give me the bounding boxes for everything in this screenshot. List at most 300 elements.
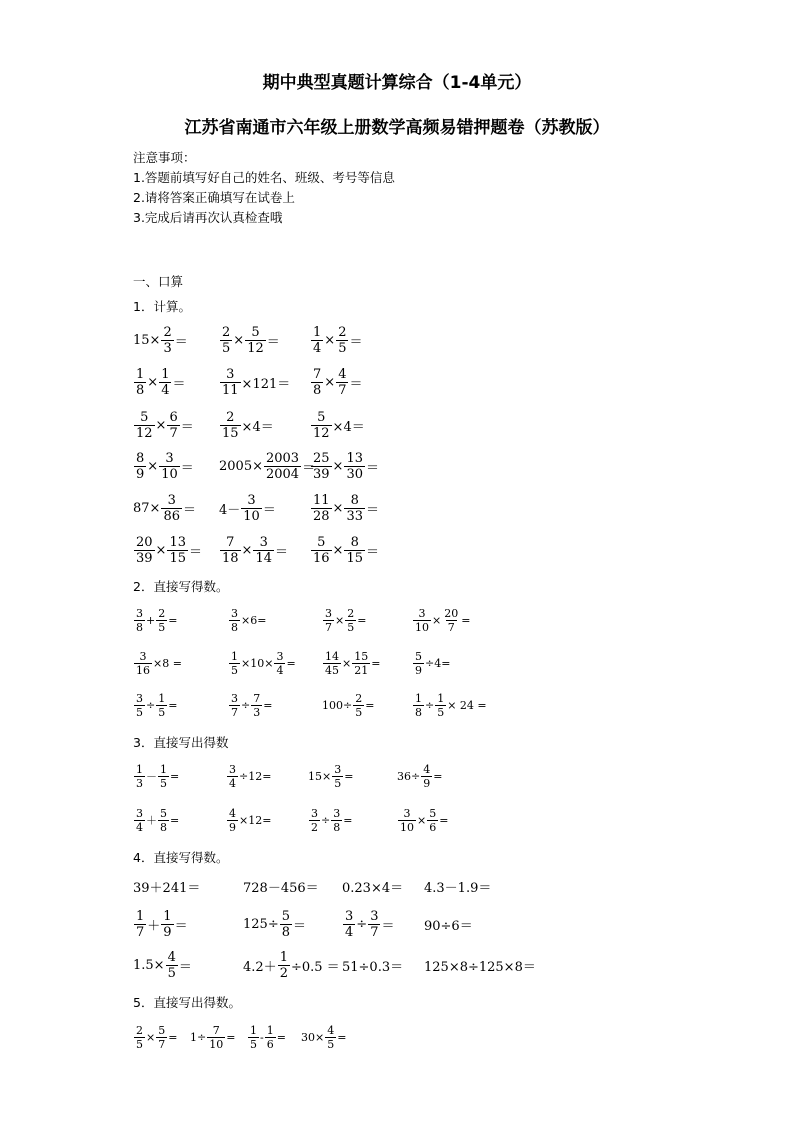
denominator: 5 [158, 705, 166, 719]
denominator: 6 [266, 1037, 274, 1051]
expression-text: ×8 = [153, 656, 182, 670]
expression-text: － [146, 770, 157, 783]
fraction [323, 608, 334, 633]
expression-text: ＋ [146, 814, 157, 827]
math-expression [133, 643, 182, 683]
numerator: 1 [163, 908, 172, 924]
expression-text: = [433, 769, 443, 783]
expression-text: × [324, 332, 336, 348]
denominator: 16 [136, 663, 150, 677]
expression-text: ÷12= [239, 769, 272, 783]
notes-heading: 注意事项： [133, 150, 196, 165]
numerator: 3 [226, 366, 235, 382]
fraction [352, 651, 370, 676]
expression-text: × [324, 374, 336, 390]
numerator: 5 [140, 409, 149, 425]
numerator: 4 [327, 1023, 335, 1037]
math-expression [322, 643, 380, 683]
question-5-heading: 5．直接写出得数。 [133, 995, 241, 1010]
math-expression [310, 446, 379, 486]
fraction [280, 910, 292, 939]
expression-text: ÷ [425, 698, 435, 712]
q4-row [0, 866, 794, 906]
numerator: 13 [169, 534, 186, 550]
denominator: 4 [313, 340, 322, 356]
expression-text: ×6= [241, 613, 267, 627]
expression-text: × [335, 613, 345, 627]
denominator: 3 [253, 705, 261, 719]
fraction [158, 764, 169, 789]
denominator: 5 [136, 1037, 143, 1051]
fraction [245, 326, 266, 355]
expression-text: = [168, 1030, 178, 1044]
expression-text: ＝ [293, 918, 307, 934]
math-expression [322, 685, 374, 725]
numerator: 15 [354, 649, 369, 663]
expression-text: ×4＝ [332, 419, 365, 435]
numerator: 3 [334, 762, 342, 776]
fraction [311, 494, 332, 523]
q1-row [0, 446, 794, 486]
q5-row [0, 1017, 794, 1057]
denominator: 4 [345, 924, 354, 940]
denominator: 2 [279, 965, 288, 981]
fraction [161, 494, 182, 523]
expression-text: ＝ [349, 376, 363, 392]
expression-text: 4.3－1.9＝ [424, 880, 492, 896]
numerator: 5 [317, 409, 326, 425]
expression-text: ÷ [321, 813, 331, 827]
denominator: 45 [325, 663, 339, 677]
denominator: 86 [163, 508, 180, 524]
numerator: 1 [266, 1023, 274, 1037]
expression-text: ÷ [241, 698, 251, 712]
numerator: 5 [160, 806, 167, 820]
expression-text: 15× [308, 769, 332, 783]
numerator: 7 [212, 1023, 220, 1037]
denominator: 9 [423, 776, 431, 790]
denominator: 5 [167, 965, 176, 981]
numerator: 4 [338, 366, 347, 382]
math-expression [310, 488, 379, 528]
page-subtitle: 江苏省南通市六年级上册数学高频易错押题卷（苏教版） [184, 118, 610, 138]
denominator: 15 [222, 425, 239, 441]
expression-text: × [332, 500, 344, 516]
q1-row [0, 488, 794, 528]
expression-text: = [371, 656, 381, 670]
denominator: 8 [136, 620, 143, 634]
fraction [427, 808, 438, 833]
denominator: 5 [437, 705, 445, 719]
math-expression [310, 320, 362, 360]
fraction [398, 808, 416, 833]
numerator: 3 [345, 908, 354, 924]
math-expression [226, 756, 271, 796]
denominator: 7 [158, 1037, 166, 1051]
numerator: 2 [136, 1023, 143, 1037]
expression-text: + [146, 613, 156, 627]
fraction [134, 808, 145, 833]
expression-text: ＋ [147, 918, 161, 934]
expression-text: ÷4= [425, 656, 451, 670]
expression-text: 4.2＋ [243, 959, 277, 975]
denominator: 33 [346, 508, 363, 524]
denominator: 9 [163, 924, 172, 940]
expression-text: × [417, 813, 427, 827]
expression-text: = [168, 613, 178, 627]
math-expression [133, 945, 192, 985]
numerator: 1 [231, 649, 238, 663]
math-expression [397, 756, 442, 796]
math-expression [133, 320, 188, 360]
math-expression [133, 488, 196, 528]
denominator: 16 [313, 550, 330, 566]
numerator: 3 [136, 806, 143, 820]
math-expression [133, 446, 194, 486]
numerator: 1 [136, 762, 143, 776]
numerator: 11 [313, 492, 330, 508]
numerator: 3 [311, 806, 318, 820]
expression-text: = [286, 656, 296, 670]
denominator: 14 [255, 550, 272, 566]
denominator: 5 [231, 663, 238, 677]
numerator: 8 [350, 492, 359, 508]
fraction [331, 808, 342, 833]
fraction [227, 808, 238, 833]
note-item: 3.完成后请再次认真检查哦 [133, 210, 283, 225]
fraction [435, 693, 446, 718]
denominator: 30 [346, 466, 363, 482]
numerator: 1 [437, 691, 445, 705]
denominator: 8 [160, 820, 167, 834]
fraction [220, 368, 241, 397]
fraction [134, 1025, 145, 1050]
numerator: 2 [355, 691, 363, 705]
denominator: 2 [311, 820, 318, 834]
fraction [311, 411, 332, 440]
denominator: 10 [243, 508, 260, 524]
denominator: 7 [447, 620, 455, 634]
math-expression [133, 800, 179, 840]
fraction [325, 1025, 336, 1050]
math-expression [228, 643, 296, 683]
expression-text: = [168, 698, 178, 712]
math-expression [243, 904, 306, 944]
q3-row [0, 756, 794, 796]
math-expression [424, 904, 473, 944]
math-expression [219, 405, 274, 445]
question-4-heading: 4．直接写得数。 [133, 850, 229, 865]
expression-text: = [357, 613, 367, 627]
fraction [344, 494, 365, 523]
denominator: 3 [136, 776, 143, 790]
q1-row [0, 405, 794, 445]
math-expression [133, 904, 188, 944]
expression-text: 1.5× [133, 957, 165, 973]
expression-text: = [461, 613, 471, 627]
math-expression [342, 866, 403, 906]
fraction [161, 910, 173, 939]
denominator: 39 [313, 466, 330, 482]
expression-text: × [147, 374, 159, 390]
math-expression [228, 685, 272, 725]
numerator: 2 [347, 606, 355, 620]
denominator: 12 [136, 425, 153, 441]
numerator: 2 [222, 324, 231, 340]
fraction [156, 693, 167, 718]
fraction [156, 608, 167, 633]
denominator: 5 [327, 1037, 335, 1051]
expression-text: ＝ [366, 502, 380, 518]
math-expression [190, 1017, 235, 1057]
denominator: 5 [158, 620, 166, 634]
denominator: 11 [222, 382, 239, 398]
denominator: 39 [136, 550, 153, 566]
notes-block [133, 148, 395, 228]
denominator: 18 [222, 550, 239, 566]
math-expression [424, 945, 536, 985]
expression-text: 36÷ [397, 769, 421, 783]
numerator: 20 [136, 534, 153, 550]
math-expression [424, 866, 491, 906]
question-1-heading: 1．计算。 [133, 299, 191, 314]
fraction [134, 368, 146, 397]
denominator: 15 [169, 550, 186, 566]
expression-text: ÷ [146, 698, 156, 712]
numerator: 3 [325, 606, 332, 620]
numerator: 5 [415, 649, 422, 663]
fraction [309, 808, 320, 833]
denominator: 7 [325, 620, 332, 634]
numerator: 14 [325, 649, 339, 663]
denominator: 21 [354, 663, 369, 677]
math-expression [243, 866, 319, 906]
expression-text: ×10× [241, 656, 274, 670]
denominator: 10 [415, 620, 429, 634]
numerator: 3 [418, 606, 426, 620]
expression-text: ＝ [172, 376, 186, 392]
expression-text: ＝ [174, 918, 188, 934]
denominator: 8 [415, 705, 422, 719]
numerator: 2 [338, 324, 347, 340]
expression-text: = [343, 813, 353, 827]
math-expression [247, 1017, 286, 1057]
fraction [413, 608, 431, 633]
math-expression [133, 405, 194, 445]
math-expression [412, 600, 470, 640]
expression-text: ＝ [349, 334, 363, 350]
denominator: 4 [229, 776, 236, 790]
denominator: 4 [136, 820, 143, 834]
math-expression [226, 800, 271, 840]
fraction [134, 452, 146, 481]
math-expression [310, 362, 362, 402]
math-expression [342, 945, 403, 985]
numerator: 5 [251, 324, 260, 340]
expression-text: = [170, 813, 180, 827]
denominator: 5 [355, 705, 363, 719]
denominator: 9 [229, 820, 236, 834]
numerator: 7 [226, 534, 235, 550]
fraction [413, 693, 424, 718]
fraction [134, 693, 145, 718]
fraction [161, 326, 173, 355]
fraction [220, 326, 232, 355]
q2-row [0, 643, 794, 683]
fraction [134, 910, 146, 939]
numerator: 3 [231, 691, 238, 705]
numerator: 2 [158, 606, 166, 620]
numerator: 3 [276, 649, 284, 663]
expression-text: ＝ [182, 502, 196, 518]
expression-text: = [344, 769, 354, 783]
expression-text: ×121＝ [241, 376, 291, 392]
expression-text: ＝ [174, 334, 188, 350]
expression-text: 4－ [219, 502, 241, 518]
math-expression [243, 945, 340, 985]
expression-text: ＝ [178, 959, 192, 975]
denominator: 2004 [265, 466, 300, 482]
math-expression [133, 866, 200, 906]
q2-row [0, 600, 794, 640]
math-expression [133, 685, 177, 725]
fraction [264, 452, 301, 481]
numerator: 1 [160, 762, 167, 776]
denominator: 7 [370, 924, 379, 940]
numerator: 3 [333, 806, 341, 820]
numerator: 1 [313, 324, 322, 340]
expression-text: = [337, 1030, 347, 1044]
q1-row [0, 320, 794, 360]
numerator: 5 [281, 908, 290, 924]
expression-text: ＝ [275, 544, 289, 560]
numerator: 1 [136, 908, 145, 924]
math-expression [133, 530, 202, 570]
numerator: 3 [165, 450, 174, 466]
expression-text: × [241, 542, 253, 558]
denominator: 12 [247, 340, 264, 356]
fraction [156, 1025, 167, 1050]
expression-text: 51÷0.3＝ [342, 959, 404, 975]
denominator: 12 [313, 425, 330, 441]
fraction [253, 536, 274, 565]
math-expression [228, 600, 266, 640]
numerator: 1 [161, 366, 170, 382]
denominator: 4 [276, 663, 284, 677]
math-expression [322, 600, 366, 640]
fraction [167, 536, 188, 565]
numerator: 2 [226, 409, 235, 425]
numerator: 5 [317, 534, 326, 550]
numerator: 7 [313, 366, 322, 382]
expression-text: ＝ [180, 460, 194, 476]
denominator: 10 [400, 820, 414, 834]
fraction [344, 452, 365, 481]
section-heading-oral: 一、口算 [133, 274, 184, 289]
expression-text: = [263, 698, 273, 712]
expression-text: 0.23×4＝ [342, 880, 404, 896]
math-expression [133, 600, 177, 640]
denominator: 8 [136, 382, 145, 398]
math-expression [133, 362, 185, 402]
numerator: 1 [250, 1023, 257, 1037]
fraction [251, 693, 262, 718]
denominator: 15 [346, 550, 363, 566]
numerator: 7 [253, 691, 261, 705]
expression-text: × [342, 656, 352, 670]
denominator: 10 [209, 1037, 224, 1051]
numerator: 5 [429, 806, 437, 820]
numerator: 3 [247, 492, 256, 508]
fraction [278, 951, 290, 980]
fraction [229, 608, 240, 633]
numerator: 8 [350, 534, 359, 550]
denominator: 7 [169, 425, 178, 441]
expression-text: × [332, 458, 344, 474]
fraction [265, 1025, 276, 1050]
expression-text: 1÷ [190, 1030, 207, 1044]
expression-text: = [170, 769, 180, 783]
numerator: 3 [136, 606, 143, 620]
fraction [134, 411, 155, 440]
expression-text: 125÷ [243, 916, 279, 932]
expression-text: × [332, 542, 344, 558]
fraction [134, 651, 152, 676]
numerator: 2003 [265, 450, 300, 466]
fraction [159, 452, 180, 481]
expression-text: = [439, 813, 449, 827]
fraction [311, 326, 323, 355]
numerator: 3 [231, 606, 238, 620]
fraction [241, 494, 262, 523]
expression-text: × [233, 332, 245, 348]
fraction [332, 764, 343, 789]
fraction [134, 608, 145, 633]
denominator: 9 [415, 663, 422, 677]
denominator: 7 [231, 705, 238, 719]
denominator: 5 [334, 776, 342, 790]
math-expression [133, 1017, 177, 1057]
expression-text: 90÷6＝ [424, 918, 473, 934]
numerator: 4 [423, 762, 431, 776]
numerator: 25 [313, 450, 330, 466]
expression-text: × [155, 417, 167, 433]
expression-text: ÷0.5 ＝ [290, 959, 340, 975]
denominator: 8 [313, 382, 322, 398]
fraction [311, 536, 332, 565]
fraction [159, 368, 171, 397]
numerator: 1 [415, 691, 422, 705]
math-expression [310, 530, 379, 570]
fraction [336, 326, 348, 355]
numerator: 3 [370, 908, 379, 924]
numerator: 8 [136, 450, 145, 466]
expression-text: = [276, 1030, 286, 1044]
expression-text: = [226, 1030, 236, 1044]
math-expression [219, 320, 280, 360]
numerator: 3 [167, 492, 176, 508]
expression-text: ＝ [266, 334, 280, 350]
expression-text: ＝ [189, 544, 203, 560]
expression-text: 2005× [219, 458, 263, 474]
expression-text: × [147, 458, 159, 474]
expression-text: ×12= [239, 813, 272, 827]
denominator: 5 [160, 776, 167, 790]
q1-row [0, 362, 794, 402]
numerator: 4 [229, 806, 236, 820]
fraction [353, 693, 364, 718]
denominator: 28 [313, 508, 330, 524]
